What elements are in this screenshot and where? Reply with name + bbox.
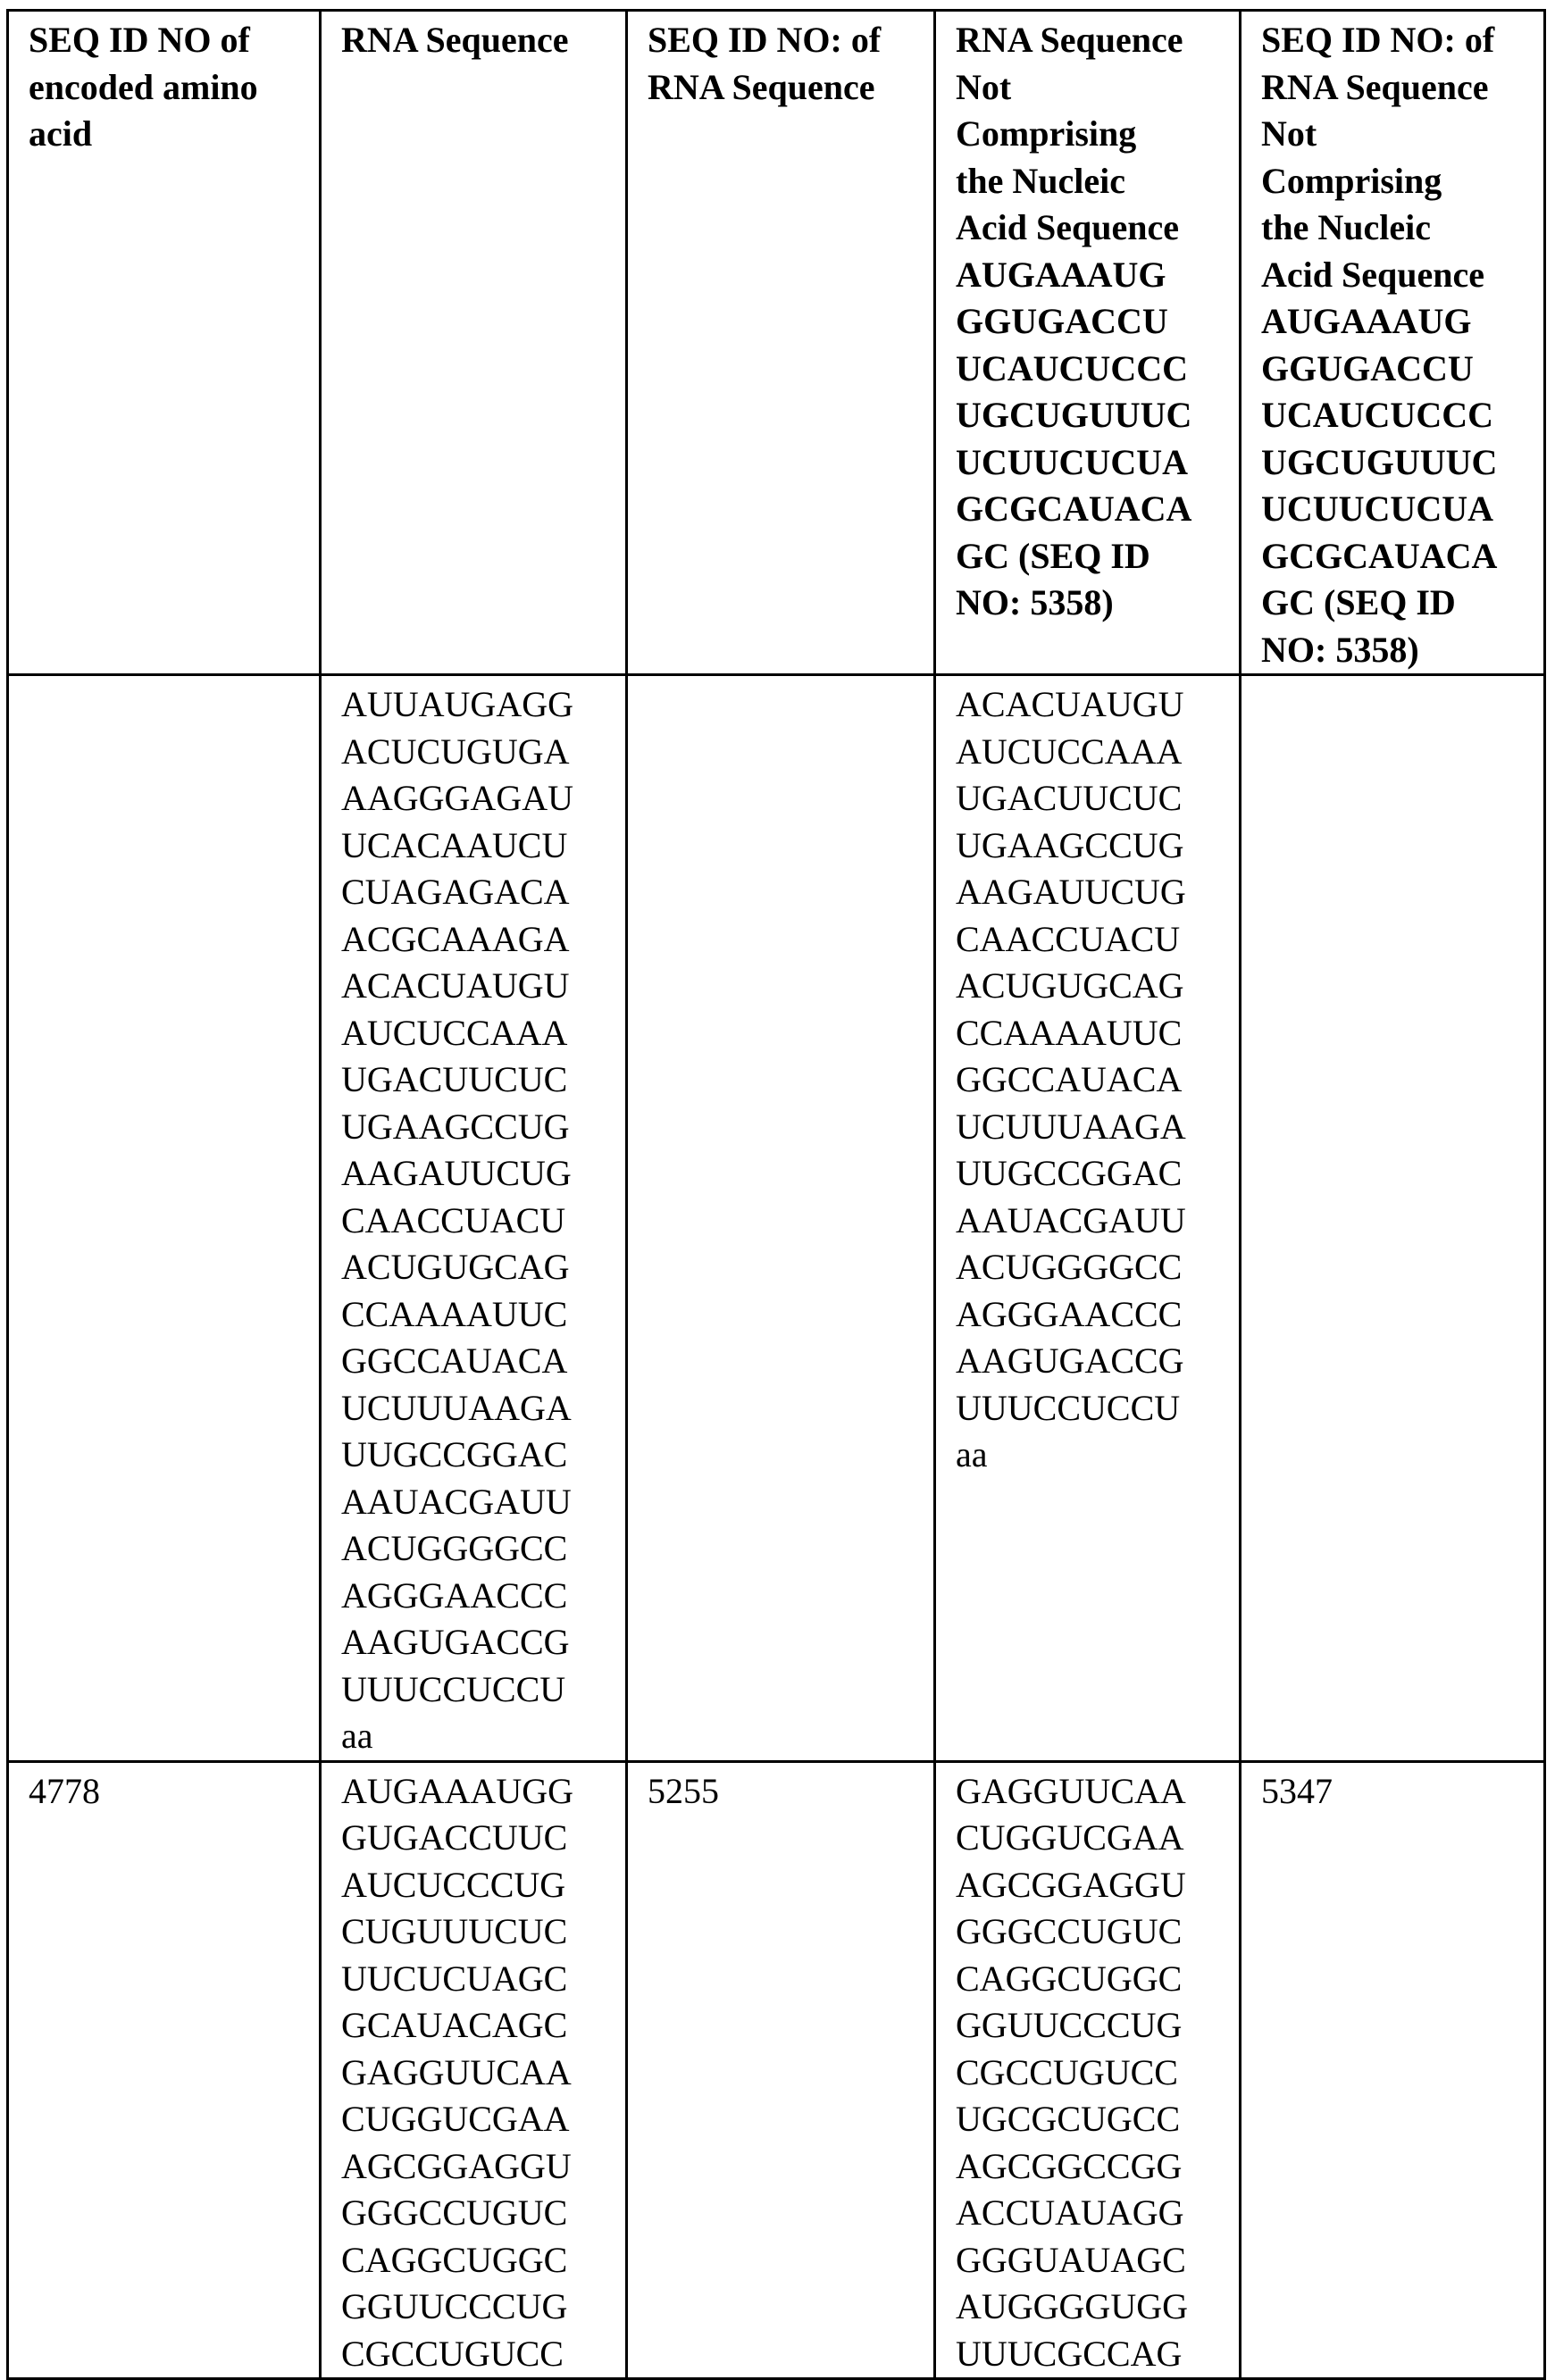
- text-line: AUGAAAUG: [1261, 301, 1472, 341]
- text-line: CGCCUGUCC: [341, 2333, 564, 2374]
- text-line: aa: [956, 1434, 988, 1474]
- text-line: SEQ ID NO of: [29, 20, 250, 60]
- text-line: CAACCUACU: [956, 918, 1181, 959]
- text-line: AUGAAAUG: [956, 254, 1166, 295]
- text-line: CUGUUUCUC: [341, 1911, 568, 1951]
- header-rna-sequence: [321, 11, 627, 675]
- text-line: UCAUCUCCC: [956, 347, 1188, 388]
- text-line: AUGGGGUGG: [956, 2286, 1188, 2326]
- text-line: Comprising: [956, 113, 1137, 154]
- text-line: GGUUCCCUG: [956, 2005, 1183, 2045]
- text-line: CUGGUCGAA: [341, 2099, 570, 2139]
- text-line: GGCCAUACA: [341, 1340, 568, 1381]
- text-line: AGGGAACCC: [341, 1574, 568, 1616]
- text-line: CAGGCUGGC: [956, 1958, 1183, 1999]
- text-line: GGUUCCCUG: [341, 2286, 568, 2326]
- text-line: UUCUCUAGC: [341, 1958, 568, 1999]
- text-line: GGGCCUGUC: [956, 1911, 1183, 1951]
- cell-rna-not-comprising: [935, 1761, 1241, 2379]
- text-line: GGUGACCU: [956, 301, 1168, 341]
- text-line: UGAAGCCUG: [341, 1106, 570, 1147]
- text-line: AAGGGAGAU: [341, 778, 573, 818]
- text-line: UCUUUAAGA: [956, 1106, 1186, 1147]
- text-line: AUUAUGAGG: [341, 684, 573, 724]
- text-line: AUCUCCCUG: [341, 1864, 566, 1905]
- text-line: AAGAUUCUG: [956, 872, 1186, 912]
- text-line: UCUUUAAGA: [341, 1387, 572, 1428]
- text-line: UUUCGCCAG: [956, 2333, 1183, 2374]
- text-line: AAGUGACCG: [341, 1622, 570, 1662]
- text-line: CUGGUCGAA: [956, 1817, 1184, 1858]
- text-line: ACGCAAAGA: [341, 918, 570, 959]
- text-line: ACUGGGGCC: [341, 1528, 568, 1568]
- text-line: GUGACCUUC: [341, 1817, 568, 1858]
- text-line: UCUUCUCUA: [956, 441, 1188, 482]
- text-line: CGCCUGUCC: [956, 2051, 1178, 2092]
- cell-rna-sequence: [321, 1761, 627, 2379]
- header-amino-acid-seq-id: [8, 11, 321, 675]
- text-line: UGCGCUGCC: [956, 2099, 1181, 2139]
- text-line: CCAAAAUUC: [341, 1293, 568, 1334]
- text-line: GGGCCUGUC: [341, 2192, 568, 2233]
- cell-rna-seq-id: [627, 675, 935, 1762]
- text-line: UCUUCUCUA: [1261, 489, 1493, 529]
- cell-rna-sequence: [321, 675, 627, 1762]
- cell-amino-acid-seq-id: [8, 675, 321, 1762]
- text-line: UUGCCGGAC: [956, 1153, 1183, 1193]
- text-line: UGCUGUUUC: [956, 395, 1192, 435]
- text-line: Acid Sequence: [956, 207, 1179, 247]
- cell-rna-not-comprising-seq-id: 5347: [1241, 1761, 1545, 2379]
- text-line: ACUGUGCAG: [956, 965, 1184, 1006]
- text-line: Not: [956, 66, 1012, 107]
- header-rna-seq-id: [627, 11, 935, 675]
- text-line: GGUGACCU: [1261, 347, 1474, 388]
- text-line: Acid Sequence: [1261, 254, 1484, 295]
- text-line: GAGGUUCAA: [341, 2051, 572, 2092]
- text-line: UGACUUCUC: [341, 1059, 568, 1099]
- table-row: [8, 675, 1545, 1762]
- text-line: SEQ ID NO: of: [648, 20, 882, 60]
- text-line: acid: [29, 113, 93, 154]
- text-line: AUGAAAUGG: [341, 1770, 573, 1811]
- text-line: CCAAAAUUC: [956, 1012, 1183, 1053]
- text-line: the Nucleic: [1261, 207, 1431, 247]
- text-line: RNA Sequence: [1261, 66, 1489, 107]
- text-line: AAUACGAUU: [341, 1481, 572, 1522]
- text-line: ACACUAUGU: [956, 684, 1184, 724]
- text-line: ACUCUGUGA: [341, 731, 570, 772]
- text-line: Not: [1261, 113, 1317, 154]
- text-line: UGCUGUUUC: [1261, 441, 1498, 482]
- cell-rna-seq-id: 5255: [627, 1761, 935, 2379]
- cell-rna-not-comprising-seq-id: [1241, 675, 1545, 1762]
- text-line: AAGUGACCG: [956, 1340, 1184, 1381]
- cell-amino-acid-seq-id: 4778: [8, 1761, 321, 2379]
- text-line: RNA Sequence: [341, 20, 569, 60]
- text-line: RNA Sequence: [648, 66, 875, 107]
- text-line: AAGAUUCUG: [341, 1153, 572, 1193]
- text-line: AGCGGCCGG: [956, 2145, 1183, 2186]
- text-line: UUGCCGGAC: [341, 1434, 568, 1474]
- text-line: AUCUCCAAA: [341, 1012, 568, 1053]
- text-line: UUUCCUCCU: [956, 1387, 1181, 1428]
- text-line: CUAGAGACA: [341, 872, 570, 912]
- text-line: ACCUAUAGG: [956, 2192, 1184, 2233]
- text-line: NO: 5358): [956, 582, 1114, 622]
- header-row: [8, 11, 1545, 675]
- text-line: GCAUACAGC: [341, 2005, 568, 2045]
- text-line: CAACCUACU: [341, 1199, 566, 1240]
- text-line: SEQ ID NO: of: [1261, 20, 1495, 60]
- text-line: AGCGGAGGU: [956, 1864, 1186, 1905]
- text-line: ACUGUGCAG: [341, 1247, 570, 1287]
- text-line: GAGGUUCAA: [956, 1770, 1186, 1811]
- sequence-table: [6, 9, 1546, 2380]
- text-line: NO: 5358): [1261, 629, 1419, 670]
- text-line: GC (SEQ ID: [1261, 582, 1456, 622]
- text-line: RNA Sequence: [956, 20, 1183, 60]
- text-line: AGGGAACCC: [956, 1293, 1183, 1334]
- text-line: UUUCCUCCU: [341, 1668, 566, 1709]
- header-rna-not-comprising-seq-id: [1241, 11, 1545, 675]
- text-line: GCGCAUACA: [956, 489, 1192, 529]
- text-line: ACUGGGGCC: [956, 1247, 1183, 1287]
- text-line: aa: [341, 1716, 373, 1756]
- cell-rna-not-comprising: [935, 675, 1241, 1762]
- text-line: GGGUAUAGC: [956, 2239, 1186, 2280]
- table-row: [8, 1761, 1545, 2379]
- text-line: AUCUCCAAA: [956, 731, 1183, 772]
- text-line: UGAAGCCUG: [956, 824, 1184, 865]
- text-line: Comprising: [1261, 160, 1442, 201]
- header-rna-not-comprising: [935, 11, 1241, 675]
- text-line: CAGGCUGGC: [341, 2239, 568, 2280]
- text-line: UCACAAUCU: [341, 824, 568, 865]
- text-line: GCGCAUACA: [1261, 535, 1498, 576]
- text-line: AGCGGAGGU: [341, 2145, 572, 2186]
- text-line: UGACUUCUC: [956, 778, 1183, 818]
- text-line: the Nucleic: [956, 160, 1125, 201]
- text-line: GC (SEQ ID: [956, 535, 1150, 576]
- text-line: ACACUAUGU: [341, 965, 570, 1006]
- text-line: AAUACGAUU: [956, 1199, 1186, 1240]
- text-line: GGCCAUACA: [956, 1059, 1183, 1099]
- text-line: encoded amino: [29, 66, 258, 107]
- text-line: UCAUCUCCC: [1261, 395, 1493, 435]
